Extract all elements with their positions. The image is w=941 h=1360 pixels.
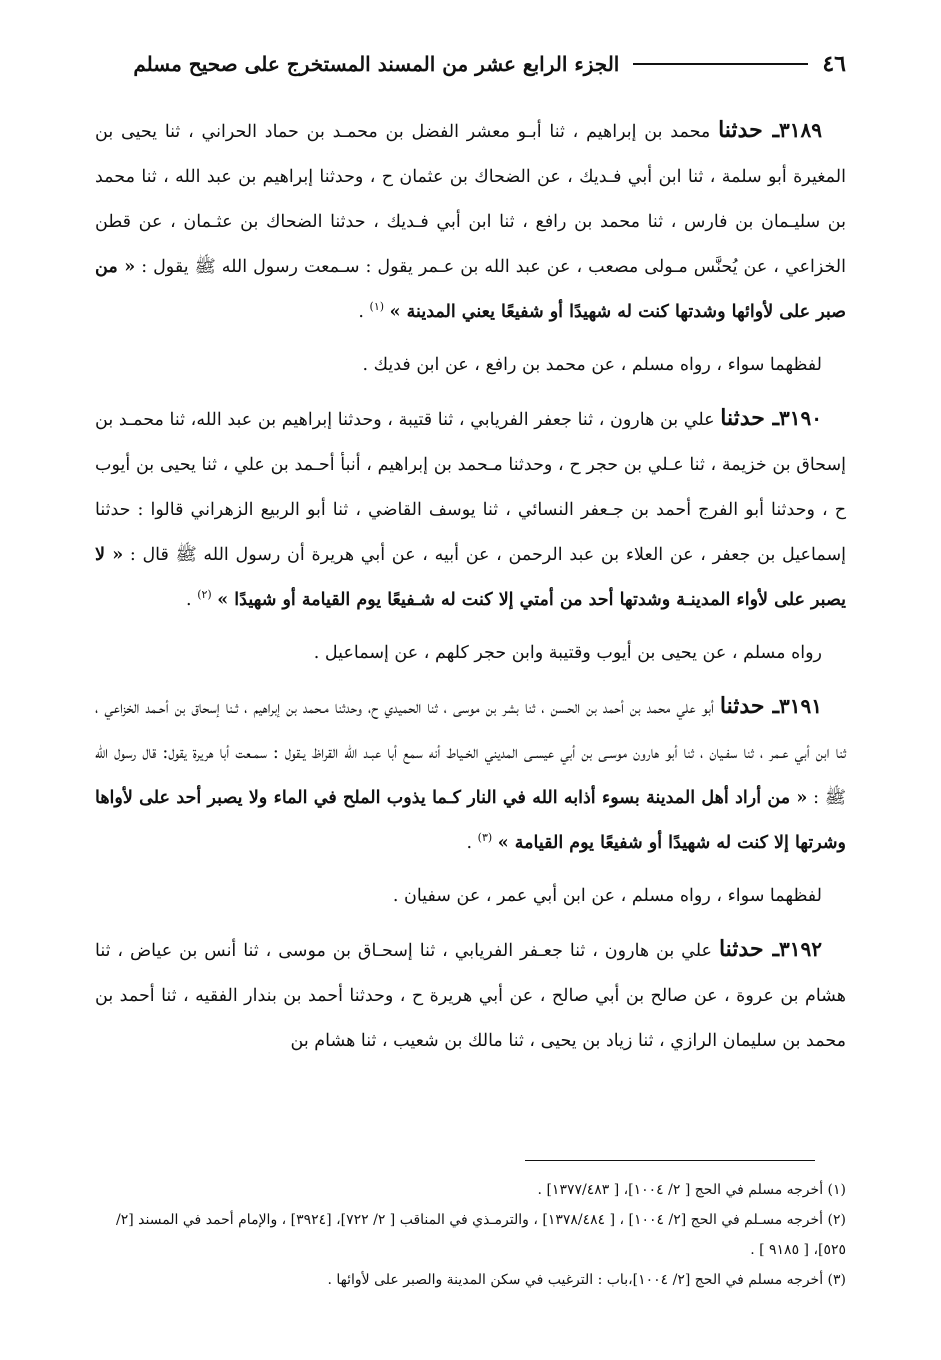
hadith-note: لفظهما سواء ، رواه مسلم ، عن ابن أبي عمر ، عن سفيان . bbox=[392, 886, 822, 906]
hadith-end: . bbox=[466, 833, 473, 853]
hadith-note: لفظهما سواء ، رواه مسلم ، عن محمد بن رافع ، عن ابن فديك . bbox=[362, 355, 822, 375]
footnote-ref: (١) bbox=[369, 300, 385, 314]
hadith-marker: ـ حدثنا bbox=[718, 936, 780, 962]
footnotes bbox=[95, 1175, 846, 1295]
hadith-end: . bbox=[358, 302, 364, 322]
footnote-ref: (٣) bbox=[477, 831, 493, 845]
hadith-number: ٣١٩٢ bbox=[779, 937, 822, 961]
hadith-3189 bbox=[95, 108, 846, 335]
hadith-chain: علي بن هارون ، ثنا جعـفر الفريابي ، ثنا إسحـاق بن موسى ، ثنا أنس بن عياض ، ثنا هشام بن عروة ، عن صالح بن أبي صالح ، عن أبي هريرة ح ، وحدثنا أحمد بن بندار الفقيه ، ثنا أحمد بن محمد بن سليمان الرازي ، ثنا زياد بن يحيى ، ثنا مالك بن شعيب ، ثنا هشام بن bbox=[95, 941, 846, 1051]
footnote-rule bbox=[525, 1160, 815, 1161]
footnote-2: (٢) أخرجه مسـلم في الحج [٢/ ١٠٠٤] ، [ ١٣٧٨/٤٨٤] ، والترمـذي في المناقب [ ٢/ ٧٢٢]، [٣٩٢٤] ، والإمام أحمد في المسند [٢/ ٥٢٥]، [ ٩١٨٥ ] . bbox=[115, 1212, 846, 1258]
hadith-3191 bbox=[95, 684, 846, 866]
page-number: ٤٦ bbox=[822, 51, 846, 77]
footnote-ref: (٢) bbox=[197, 588, 212, 602]
hadith-quote: « لا يصبر على لأواء المدينـة وشدتها أحد من أمتي إلا كنت له شـفيعًا يوم القيامة أو شهيدًا » bbox=[95, 545, 846, 610]
hadith-chain: محمد بن إبراهيم ، ثنا أبـو معشر الفضل بن محمـد بن حماد الحراني ، ثنا يحيى بن المغيرة أبو سلمة ، ثنا ابن أبي فـديك ، عن الضحاك بن عثمان ح ، وحدثنا إبراهيم بن عبد الله ، ثنا محمد بن سليـمان بن فارس ، ثنا محمد بن رافع ، ثنا ابن أبي فـديك ، حدثنا الضحاك بن عثـمان ، عن قطن الخزاعي ، عن يُحنَّس مـولى مصعب ، عن عبد الله بن عـمر يقول : سـمعت رسول الله ﷺ يقول : bbox=[95, 122, 846, 277]
main-text bbox=[95, 108, 846, 1064]
hadith-3190 bbox=[95, 396, 846, 623]
header-rule bbox=[633, 63, 808, 65]
hadith-chain: أبو علي محمد بن أحمد بن الحسن ، ثنا بشر بن موسى ، ثنا الحميدي ح، وحدثنا مـحمد بن إبراهيم ، ثـنا إسحاق بن أحـمد الخزاعي ، ثنا ابن أبي عـمر ، ثنا سفـيان ، ثنا أبو هارون موسـى بن أبي عيسـى المديني الخـياط أنه سمع أبا عبـد الله القراظ يـقول : سمـعت أبا هريرة يقول: قال رسول الله ﷺ : bbox=[95, 698, 846, 808]
footnote-3: (٣) أخرجه مسلم في الحج [٢/ ١٠٠٤]،باب : الترغيب في سكن المدينة والصبر على لأوائها . bbox=[327, 1272, 846, 1288]
hadith-3192 bbox=[95, 927, 846, 1064]
hadith-end: . bbox=[186, 590, 192, 610]
hadith-number: ٣١٩٠ bbox=[779, 406, 822, 430]
hadith-number: ٣١٩١ bbox=[779, 694, 822, 718]
page-header bbox=[95, 40, 846, 88]
footnote-1: (١) أخرجه مسلم في الحج [ ٢/ ١٠٠٤]، [ ١٣٧٧/٤٨٣] . bbox=[537, 1182, 846, 1198]
hadith-note: رواه مسلم ، عن يحيى بن أيوب وقتيبة وابن حجر كلهم ، عن إسماعيل . bbox=[313, 643, 822, 663]
running-title: الجزء الرابع عشر من المسند المستخرج على صحيح مسلم bbox=[133, 52, 620, 76]
hadith-chain: علي بن هارون ، ثنا جعفر الفريابي ، ثنا قتيبة ، وحدثنا إبراهيم بن عبد الله، ثنا محمـد بن إسحاق بن خزيمة ، ثنا عـلي بن حجر ح ، وحدثنا مـحمد بن إبراهيم ، أنبأ أحـمد بن علي ، ثنا يحيى بن أيوب ح ، وحدثنا أبو الفرج أحمد بن جـعفر النسائي ، ثنا يوسف القاضي ، ثنا أبو الربيع الزهراني قالوا : حدثنا إسماعيل بن جعفر ، عن العلاء بن عبد الرحمن ، عن أبيه ، عن أبي هريرة أن رسول الله ﷺ قال : bbox=[95, 410, 846, 565]
hadith-quote: « من أراد أهل المدينة بسوء أذابه الله في النار كـما يذوب الملح في الماء ولا يصبر أحد على لأواها وشرتها إلا كنت له شهيدًا أو شفيعًا يوم القيامة » bbox=[95, 788, 846, 853]
hadith-marker: ـ حدثنا bbox=[719, 693, 780, 719]
hadith-marker: ـ حدثنا bbox=[718, 117, 780, 143]
hadith-quote: « من صبر على لأوائها وشدتها كنت له شهيدًا أو شفيعًا يعني المدينة » bbox=[95, 257, 846, 322]
hadith-number: ٣١٨٩ bbox=[779, 118, 822, 142]
hadith-marker: ـ حدثنا bbox=[720, 405, 780, 431]
